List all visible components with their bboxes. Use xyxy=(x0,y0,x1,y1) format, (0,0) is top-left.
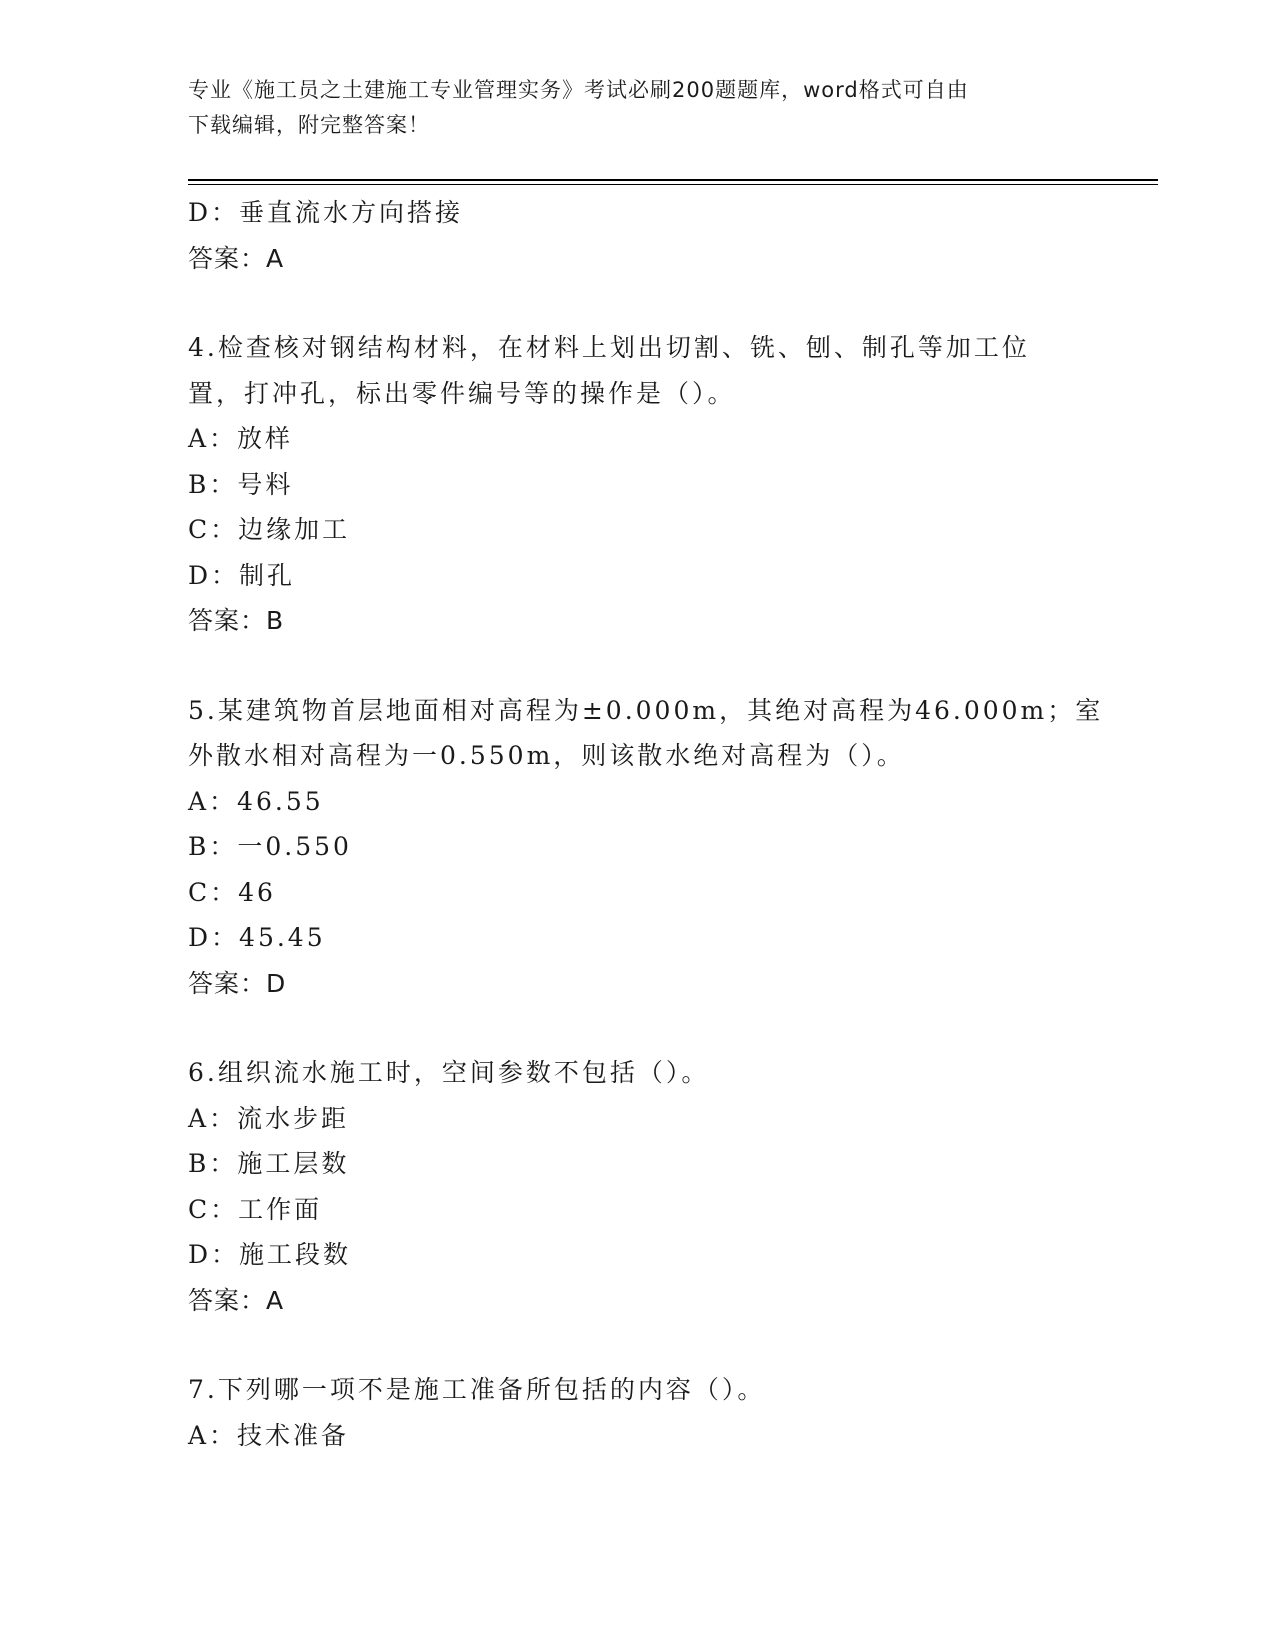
answer-line: 答案：A xyxy=(188,243,285,273)
question-5 xyxy=(188,688,1104,1007)
option-a: A：流水步距 xyxy=(188,1103,350,1133)
option-b: B：施工层数 xyxy=(188,1149,350,1178)
option-c: C：边缘加工 xyxy=(188,515,351,544)
header-line-2: 下载编辑，附完整答案！ xyxy=(188,113,430,137)
option-d: D：45.45 xyxy=(188,923,326,952)
question-stem-line: 6.组织流水施工时，空间参数不包括（）。 xyxy=(188,1058,710,1087)
header-line-1: 专业《施工员之土建施工专业管理实务》考试必刷200题题库，word格式可自由 xyxy=(188,78,969,102)
header-divider-thin xyxy=(188,184,1158,185)
question-7 xyxy=(188,1367,1088,1458)
option-a: A：放样 xyxy=(188,424,294,453)
option-c: C：46 xyxy=(188,877,276,907)
document-header xyxy=(188,73,1088,143)
question-stem-line: 置，打冲孔，标出零件编号等的操作是（）。 xyxy=(188,378,736,408)
header-divider-thick xyxy=(188,179,1158,181)
question-stem-line: 外散水相对高程为一0.550m，则该散水绝对高程为（）。 xyxy=(188,741,905,770)
option-d: D：垂直流水方向搭接 xyxy=(188,198,464,227)
question-4 xyxy=(188,325,1088,644)
question-6 xyxy=(188,1050,1088,1323)
document-body xyxy=(188,190,1104,1458)
answer-line: 答案：B xyxy=(188,606,285,635)
option-c: C：工作面 xyxy=(188,1194,323,1224)
previous-question-tail xyxy=(188,190,1088,281)
question-stem-line: 7.下列哪一项不是施工准备所包括的内容（）。 xyxy=(188,1375,766,1404)
question-stem-line: 5.某建筑物首层地面相对高程为±0.000m，其绝对高程为46.000m；室 xyxy=(188,695,1104,725)
question-stem-line: 4.检查核对钢结构材料，在材料上划出切割、铣、刨、制孔等加工位 xyxy=(188,333,1030,362)
answer-line: 答案：D xyxy=(188,968,287,998)
option-d: D：制孔 xyxy=(188,560,296,590)
option-a: A：46.55 xyxy=(188,786,324,816)
option-a: A：技术准备 xyxy=(188,1420,350,1450)
option-b: B：号料 xyxy=(188,469,294,499)
option-d: D：施工段数 xyxy=(188,1240,352,1269)
option-b: B：一0.550 xyxy=(188,832,352,861)
answer-line: 答案：A xyxy=(188,1285,285,1315)
